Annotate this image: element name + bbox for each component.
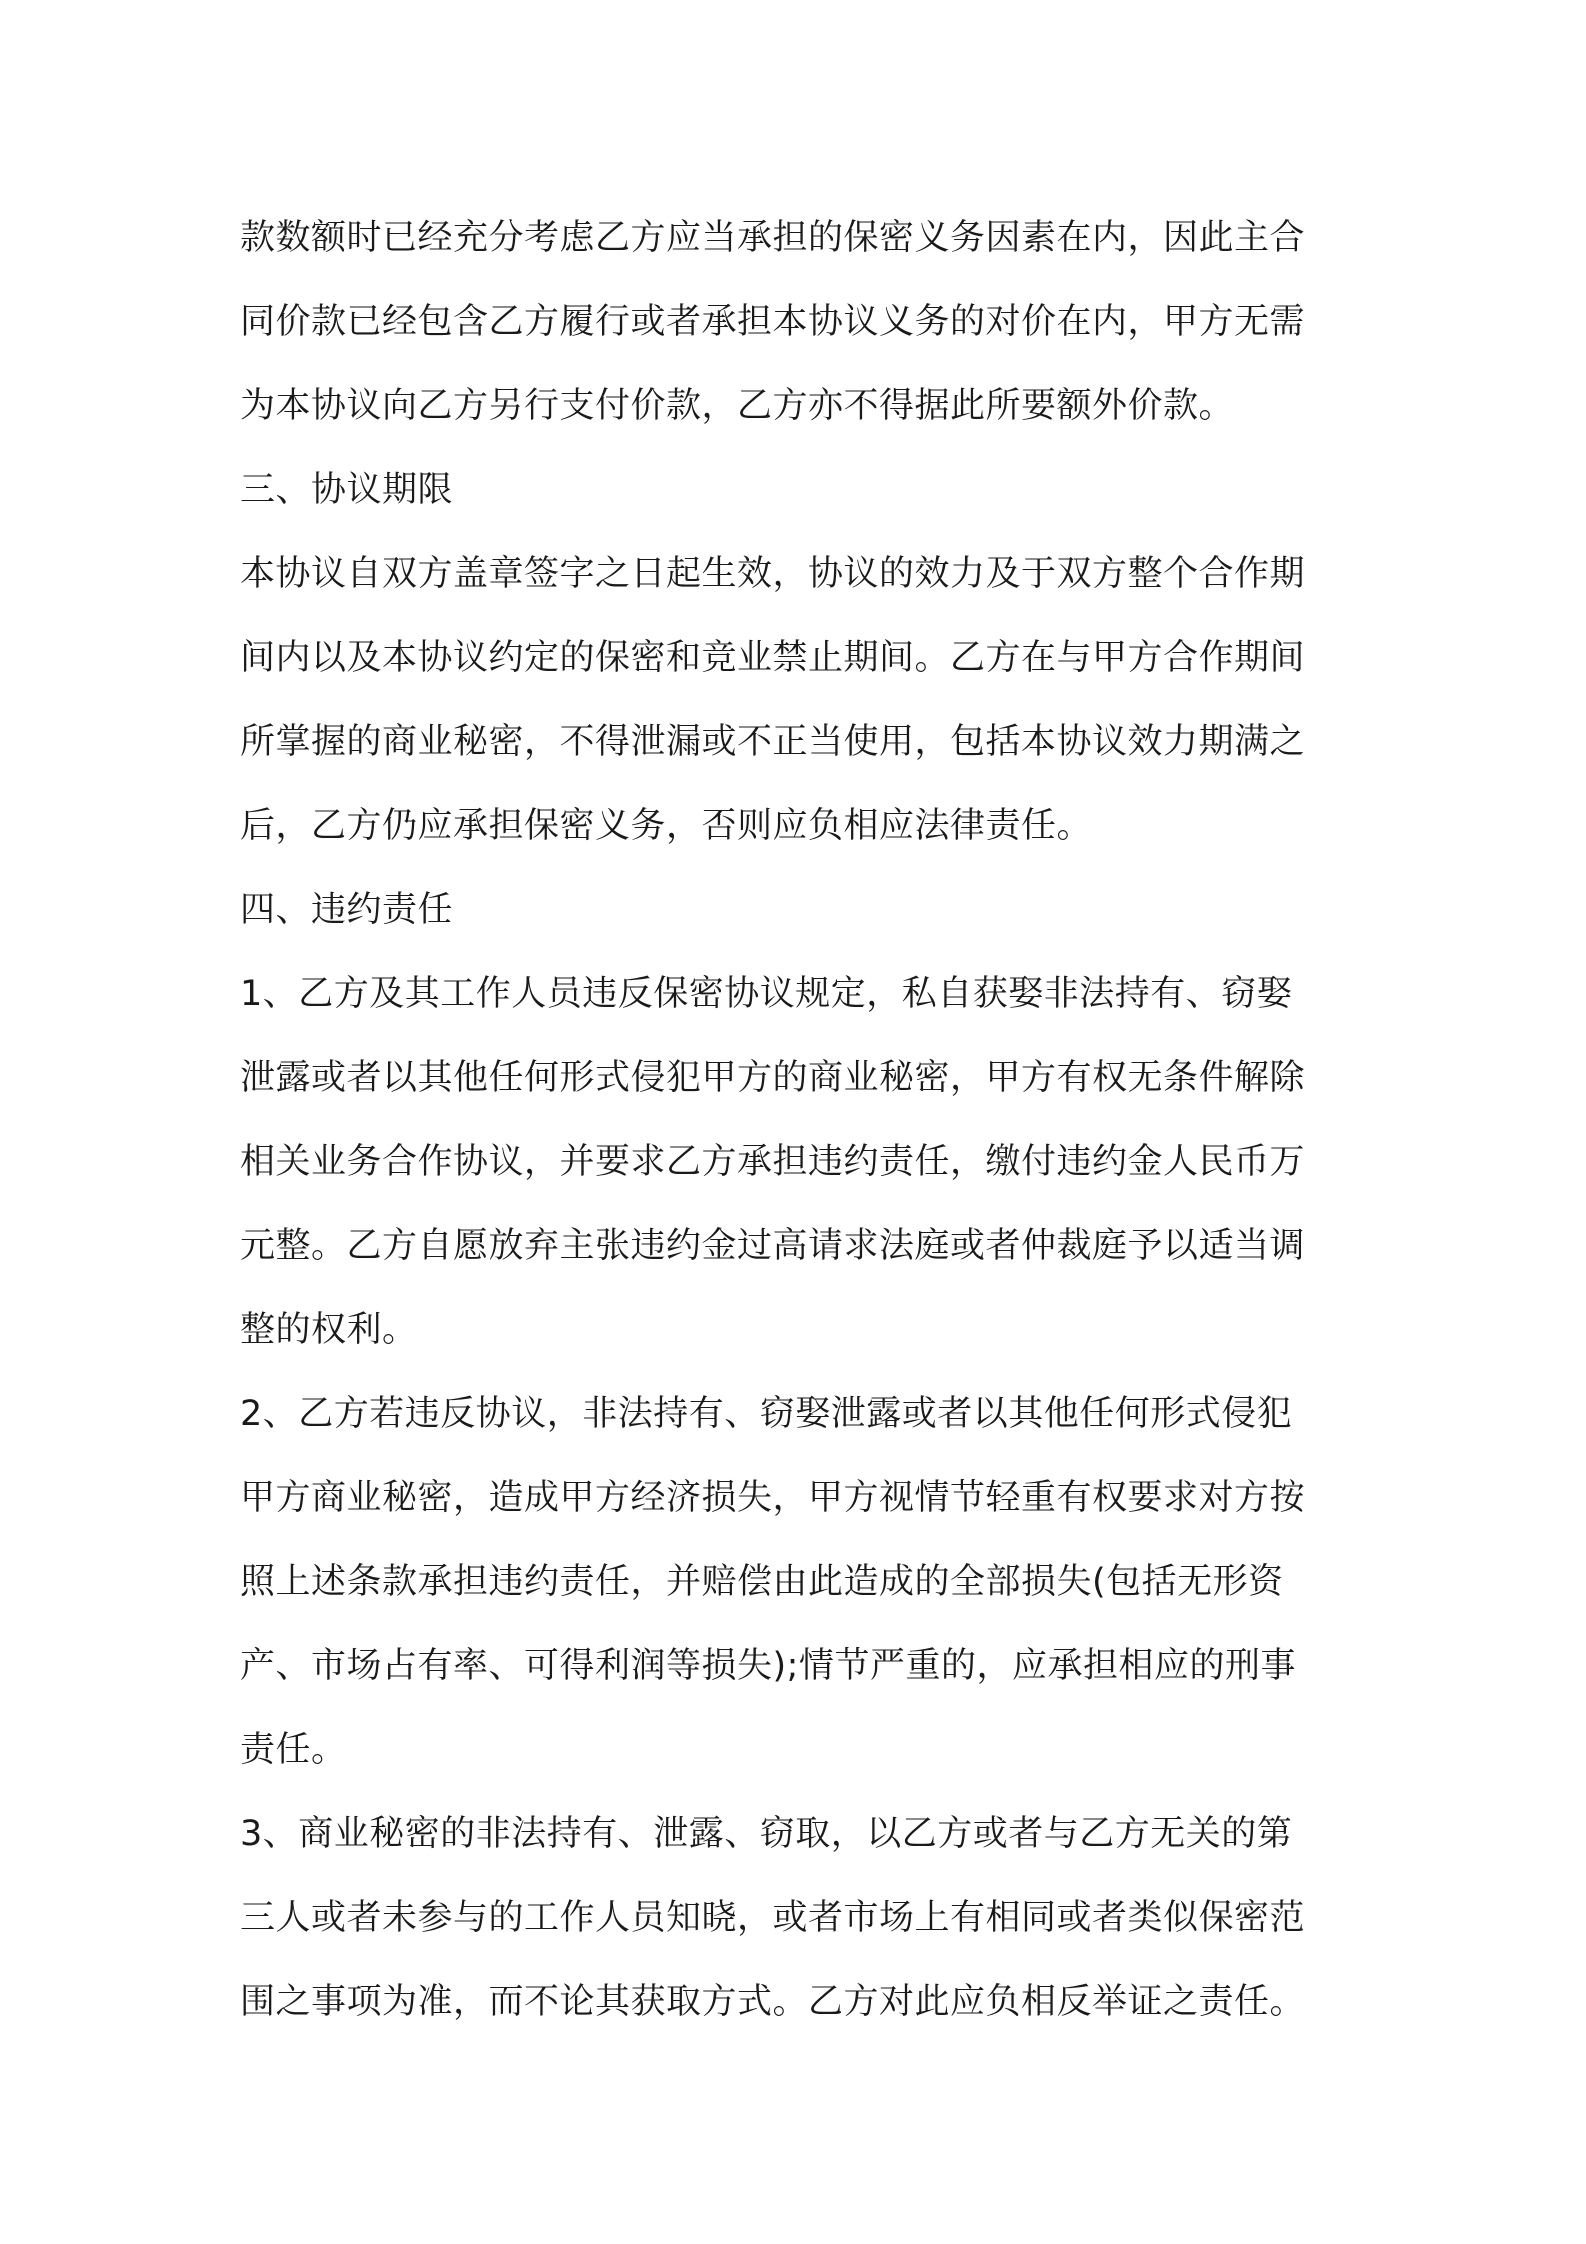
section-heading: 三、协议期限 [240,470,454,510]
text-line: 产、市场占有率、可得利润等损失);情节严重的，应承担相应的刑事 [240,1646,1296,1686]
text-line: 责任。 [240,1730,347,1770]
text-line: 为本协议向乙方另行支付价款，乙方亦不得据此所要额外价款。 [240,386,1235,426]
text-line: 元整。乙方自愿放弃主张违约金过高请求法庭或者仲裁庭予以适当调 [240,1226,1306,1266]
text-line: 同价款已经包含乙方履行或者承担本协议义务的对价在内，甲方无需 [240,302,1306,342]
text-line: 1、乙方及其工作人员违反保密协议规定，私自获娶非法持有、窃娶 [240,974,1293,1014]
text-line: 款数额时已经充分考虑乙方应当承担的保密义务因素在内，因此主合 [240,218,1306,258]
text-line: 3、商业秘密的非法持有、泄露、窃取，以乙方或者与乙方无关的第 [240,1814,1293,1854]
text-line: 照上述条款承担违约责任，并赔偿由此造成的全部损失(包括无形资 [240,1562,1284,1602]
text-line: 三人或者未参与的工作人员知晓，或者市场上有相同或者类似保密范 [240,1898,1306,1938]
text-line: 本协议自双方盖章签字之日起生效，协议的效力及于双方整个合作期 [240,554,1306,594]
text-line: 后，乙方仍应承担保密义务，否则应负相应法律责任。 [240,806,1093,846]
text-line: 2、乙方若违反协议，非法持有、窃娶泄露或者以其他任何形式侵犯 [240,1394,1293,1434]
text-line: 间内以及本协议约定的保密和竞业禁止期间。乙方在与甲方合作期间 [240,638,1306,678]
text-line: 所掌握的商业秘密，不得泄漏或不正当使用，包括本协议效力期满之 [240,722,1306,762]
text-line: 甲方商业秘密，造成甲方经济损失，甲方视情节轻重有权要求对方按 [240,1478,1306,1518]
section-heading: 四、违约责任 [240,890,454,930]
text-line: 相关业务合作协议，并要求乙方承担违约责任，缴付违约金人民币万 [240,1142,1306,1182]
text-line: 整的权利。 [240,1310,418,1350]
text-line: 泄露或者以其他任何形式侵犯甲方的商业秘密，甲方有权无条件解除 [240,1058,1306,1098]
text-line: 围之事项为准，而不论其获取方式。乙方对此应负相反举证之责任。 [240,1982,1306,2022]
document-body [240,196,1350,2044]
